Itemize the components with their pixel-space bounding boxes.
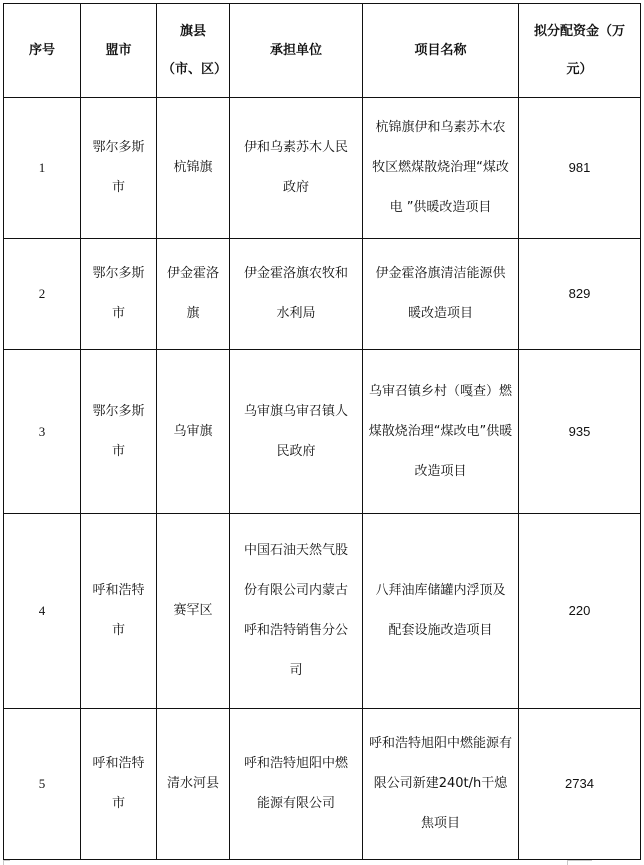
header-league-city: 盟市 [81,4,157,98]
header-project-name: 项目名称 [363,4,519,98]
funding-allocation-table [3,3,641,860]
cell-planned-funds: 220 [519,514,641,709]
cell-project-name: 乌审召镇乡村（嘎查）燃煤散烧治理“煤改电”供暖改造项目 [363,350,519,514]
cell-banner-county: 清水河县 [157,709,230,860]
cell-league-city: 鄂尔多斯市 [81,239,157,350]
cell-index: 4 [4,514,81,709]
cell-project-name: 八拜油库储罐内浮顶及配套设施改造项目 [363,514,519,709]
cell-league-city: 鄂尔多斯市 [81,98,157,239]
cell-index: 3 [4,350,81,514]
cell-undertaking-unit: 伊金霍洛旗农牧和水利局 [230,239,363,350]
cell-project-name: 呼和浩特旭阳中燃能源有限公司新建240t/h干熄焦项目 [363,709,519,860]
cell-index: 1 [4,98,81,239]
cell-planned-funds: 2734 [519,709,641,860]
cell-undertaking-unit: 乌审旗乌审召镇人民政府 [230,350,363,514]
cell-banner-county: 伊金霍洛旗 [157,239,230,350]
cell-project-name: 杭锦旗伊和乌素苏木农牧区燃煤散烧治理“煤改电 ”供暖改造项目 [363,98,519,239]
table-row [4,239,641,350]
cell-planned-funds: 981 [519,98,641,239]
cell-banner-county: 赛罕区 [157,514,230,709]
cell-planned-funds: 935 [519,350,641,514]
header-index: 序号 [4,4,81,98]
page-corner-mark-left [3,860,10,865]
header-undertaking-unit: 承担单位 [230,4,363,98]
cell-undertaking-unit: 呼和浩特旭阳中燃能源有限公司 [230,709,363,860]
cell-banner-county: 杭锦旗 [157,98,230,239]
cell-project-name: 伊金霍洛旗清洁能源供暖改造项目 [363,239,519,350]
table-row [4,709,641,860]
table-header-row [4,4,641,98]
cell-index: 5 [4,709,81,860]
table-row [4,350,641,514]
cell-index: 2 [4,239,81,350]
table-row [4,514,641,709]
cell-undertaking-unit: 中国石油天然气股份有限公司内蒙古呼和浩特销售分公司 [230,514,363,709]
cell-undertaking-unit: 伊和乌素苏木人民政府 [230,98,363,239]
cell-league-city: 呼和浩特市 [81,709,157,860]
cell-league-city: 呼和浩特市 [81,514,157,709]
table-row [4,98,641,239]
cell-league-city: 鄂尔多斯市 [81,350,157,514]
page-corner-mark-right [567,860,592,865]
cell-planned-funds: 829 [519,239,641,350]
cell-banner-county: 乌审旗 [157,350,230,514]
header-planned-funds: 拟分配资金（万元） [519,4,641,98]
header-banner-county: 旗县（市、区） [157,4,230,98]
